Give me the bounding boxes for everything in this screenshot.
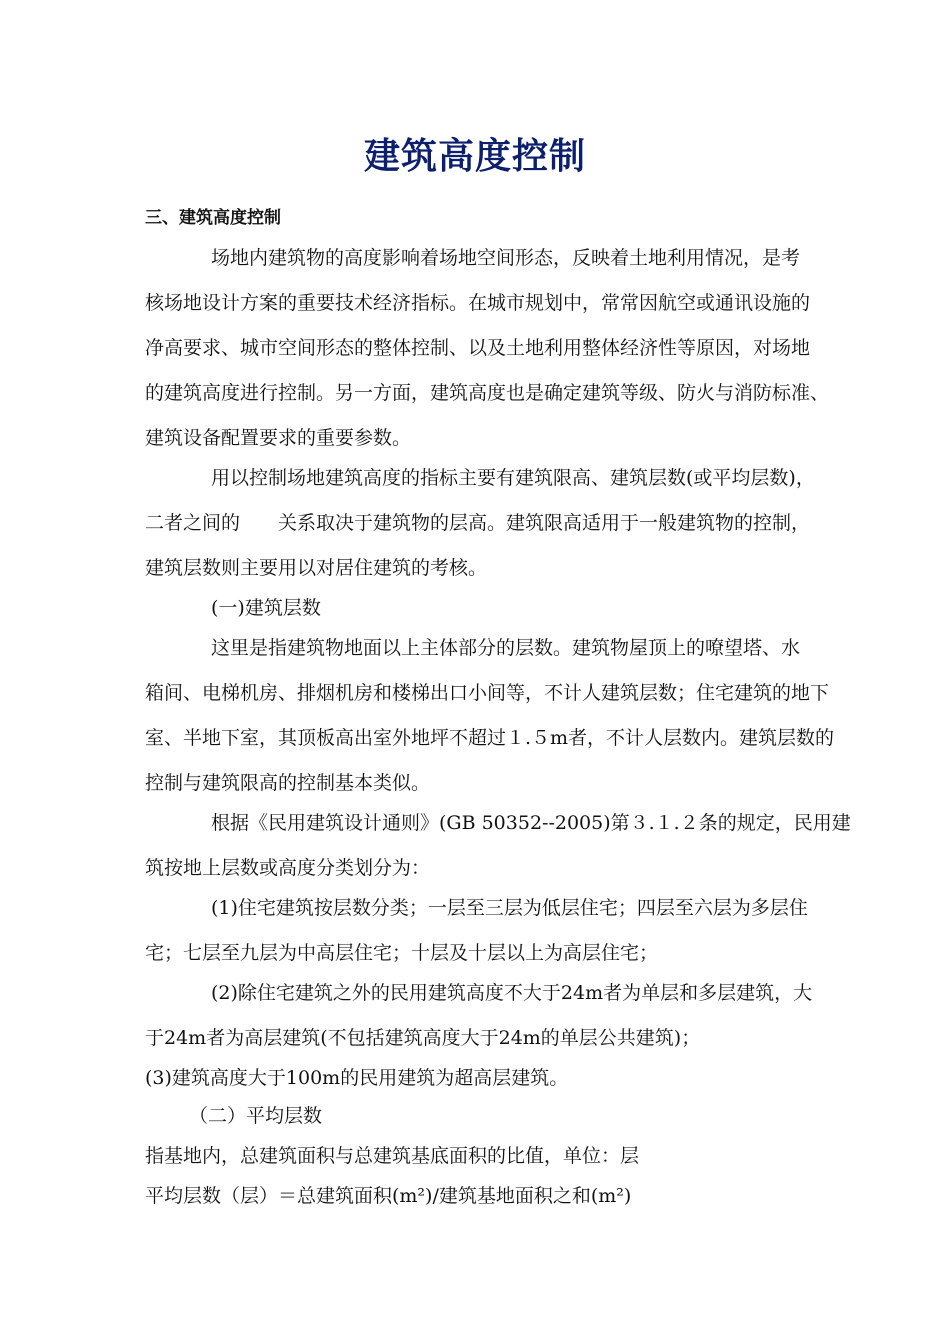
paragraph-line: 建筑设备配置要求的重要参数。	[145, 427, 412, 449]
paragraph-line: 根据《民用建筑设计通则》(GB 50352--2005)第３.１.２条的规定，民用建	[211, 812, 851, 834]
paragraph-line: 室、半地下室，其顶板高出室外地坪不超过１.５m者，不计人层数内。建筑层数的	[145, 727, 835, 749]
paragraph-line: 筑按地上层数或高度分类划分为：	[145, 857, 431, 879]
list-item: 于24m者为高层建筑(不包括建筑高度大于24m的单层公共建筑)；	[145, 1027, 701, 1049]
paragraph-line: 二者之间的 关系取决于建筑物的层高。建筑限高适用于一般建筑物的控制，	[145, 512, 811, 534]
paragraph-line: 控制与建筑限高的控制基本类似。	[145, 772, 431, 794]
paragraph-line: 的建筑高度进行控制。另一方面，建筑高度也是确定建筑等级、防火与消防标准、	[145, 382, 830, 404]
paragraph-line: 建筑层数则主要用以对居住建筑的考核。	[145, 557, 488, 579]
paragraph-line: 用以控制场地建筑高度的指标主要有建筑限高、建筑层数(或平均层数)，	[211, 467, 815, 489]
paragraph-line: 指基地内，总建筑面积与总建筑基底面积的比值，单位：层	[145, 1145, 640, 1167]
list-item: (1)住宅建筑按层数分类；一层至三层为低层住宅；四层至六层为多层住	[211, 897, 808, 919]
document-title: 建筑高度控制	[363, 136, 586, 177]
subsection-heading: (一)建筑层数	[211, 597, 321, 619]
list-item: (2)除住宅建筑之外的民用建筑高度不大于24m者为单层和多层建筑，大	[211, 982, 813, 1004]
paragraph-line: 净高要求、城市空间形态的整体控制、以及土地利用整体经济性等原因，对场地	[145, 337, 811, 359]
section-heading: 三、建筑高度控制	[145, 208, 281, 228]
formula-line: 平均层数（层）＝总建筑面积(m²)/建筑基地面积之和(m²)	[145, 1185, 632, 1207]
paragraph-line: 这里是指建筑物地面以上主体部分的层数。建筑物屋顶上的嘹望塔、水	[211, 637, 801, 659]
paragraph-line: 箱间、电梯机房、排烟机房和楼梯出口小间等，不计人建筑层数；住宅建筑的地下	[145, 682, 830, 704]
subsection-heading: （二）平均层数	[189, 1105, 323, 1127]
paragraph-line: 场地内建筑物的高度影响着场地空间形态，反映着土地利用情况，是考	[211, 247, 801, 269]
list-item: 宅；七层至九层为中高层住宅；十层及十层以上为高层住宅；	[145, 942, 659, 964]
paragraph-line: 核场地设计方案的重要技术经济指标。在城市规划中，常常因航空或通讯设施的	[145, 292, 811, 314]
list-item: (3)建筑高度大于100m的民用建筑为超高层建筑。	[145, 1067, 569, 1089]
